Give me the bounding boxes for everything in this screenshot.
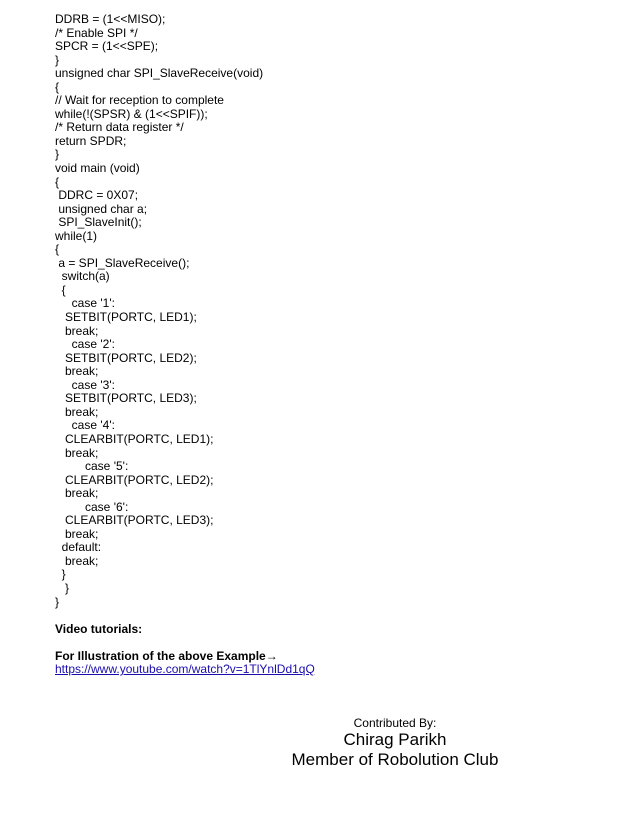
code-line: } — [55, 52, 60, 67]
code-line: break; — [55, 445, 99, 460]
code-line: { — [55, 242, 60, 257]
illustration-label — [55, 649, 278, 663]
code-line: { — [55, 79, 60, 94]
video-tutorials-heading: Video tutorials: — [55, 622, 143, 636]
code-line: DDRB = (1<<MISO); — [55, 12, 166, 26]
code-line: DDRC = 0X07; — [55, 188, 139, 203]
code-line: void main (void) — [55, 161, 140, 176]
code-line: SPCR = (1<<SPE); — [55, 39, 159, 54]
code-line: SETBIT(PORTC, LED1); — [55, 310, 197, 325]
illustration-label-text: For Illustration of the above Example — [55, 649, 266, 663]
code-line: CLEARBIT(PORTC, LED3); — [55, 513, 214, 528]
code-listing — [55, 13, 615, 609]
right-arrow-icon: → — [265, 649, 278, 663]
code-line: case '5': — [55, 459, 129, 474]
contributor-organization: Member of Robolution Club — [291, 750, 499, 769]
code-line: break; — [55, 323, 99, 338]
code-line: while(1) — [55, 228, 98, 243]
code-line: case '1': — [55, 296, 115, 311]
code-line: CLEARBIT(PORTC, LED1); — [55, 431, 214, 446]
contributor-name: Chirag Parikh — [343, 730, 447, 749]
code-line: // Wait for reception to complete — [55, 93, 224, 108]
code-line: default: — [55, 540, 102, 555]
code-line: unsigned char SPI_SlaveReceive(void) — [55, 66, 264, 81]
code-line: { — [55, 282, 66, 297]
code-line: SETBIT(PORTC, LED2); — [55, 350, 197, 365]
code-line: /* Enable SPI */ — [55, 25, 138, 40]
code-line: /* Return data register */ — [55, 120, 184, 135]
youtube-video-link[interactable]: https://www.youtube.com/watch?v=1TlYnlDd1qQ — [55, 662, 315, 676]
code-line: break; — [55, 526, 99, 541]
code-line: } — [55, 580, 70, 595]
code-line: while(!(SPSR) & (1<<SPIF)); — [55, 106, 208, 121]
code-line: unsigned char a; — [55, 201, 148, 216]
code-line: switch(a) — [55, 269, 110, 284]
code-line: case '4': — [55, 418, 115, 433]
code-line: break; — [55, 486, 99, 501]
code-line: } — [55, 567, 66, 582]
code-line: case '3': — [55, 377, 115, 392]
code-line: return SPDR; — [55, 133, 127, 148]
code-line: { — [55, 174, 60, 189]
code-line: case '2': — [55, 337, 115, 352]
code-line: case '6': — [55, 499, 129, 514]
code-line: } — [55, 594, 60, 609]
code-line: break; — [55, 404, 99, 419]
contributed-by-label: Contributed By: — [353, 716, 437, 730]
code-line: CLEARBIT(PORTC, LED2); — [55, 472, 214, 487]
code-line: break; — [55, 553, 99, 568]
code-line: a = SPI_SlaveReceive(); — [55, 255, 190, 270]
code-line: } — [55, 147, 60, 162]
code-line: SPI_SlaveInit(); — [55, 215, 142, 230]
code-line: break; — [55, 364, 99, 379]
code-line: SETBIT(PORTC, LED3); — [55, 391, 197, 406]
